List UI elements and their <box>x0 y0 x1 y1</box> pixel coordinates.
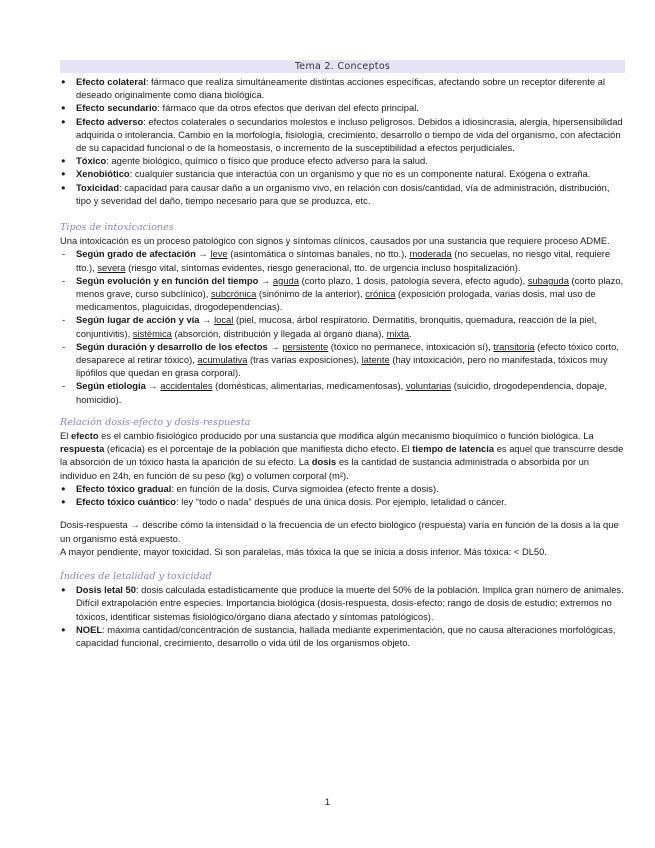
list-item: ● NOEL: máxima cantidad/concentración de sustancia, hallada mediante experimentación, que no causa alteraciones morfológicas, capacidad funcional, crecimiento, desarrollo o vida útil de los organismos objeto. <box>60 623 625 649</box>
list-item: - Según grado de afectación → leve (asintomática o síntomas banales, no tto.), moderada (no secuelas, no riesgo vital, requiere tto.), severa (riesgo vital, síntomas evidentes, riesgo generacional, tto. de urgencia incluso hospitalización). <box>60 247 625 273</box>
section-heading-tipos: Tipos de intoxicaciones <box>60 222 174 234</box>
list-item: ● Toxicidad: capacidad para causar daño a un organismo vivo, en relación con dosis/cantidad, vía de administración, distribución, tipo y severidad del daño, tiempo necesario para que se produzca, etc. <box>60 181 625 207</box>
list-item: ● Tóxico: agente biológico, químico o físico que produce efecto adverso para la salud. <box>60 154 625 167</box>
list-item: ● Xenobiótico: cualquier sustancia que interactúa con un organismo y que no es un componente natural. Exógena o extraña. <box>60 167 625 180</box>
indices-bullets <box>60 583 625 649</box>
section-heading-indices: Índices de letalidad y toxicidad <box>60 570 212 582</box>
tipos-list <box>60 247 625 405</box>
list-item: - Según duración y desarrollo de los efectos → persistente (tóxico no permanece, intoxicación sí), transitoria (efecto tóxico corto, desaparece al retirar tóxico), acumulativa (tras varias exposiciones), latente (hay intoxicación, pero no manifestada, tóxicos muy lipófilos que quedan en grasa corporal). <box>60 340 625 380</box>
list-item: ● Efecto adverso: efectos colaterales o secundarios molestos e incluso peligrosos. Debidos a idiosincrasia, alergia, hipersensibilidad adquirida o intolerancia. Cambio en la morfología, fisiología, crecimiento, desarrollo o tiempo de vida del organismo, con afectación de su capacidad funcional o de la homeostasis, o incremento de la susceptibilidad a efectos perjudiciales. <box>60 115 625 155</box>
list-item: ● Efecto tóxico cuántico: ley “todo o nada” después de una única dosis. Por ejemplo, letalidad o cáncer. <box>60 495 625 508</box>
document-page <box>60 60 625 649</box>
list-item: - Según etiología → accidentales (domésticas, alimentarias, medicamentosas), voluntarias (suicidio, drogodependencia, dopaje, homicidio). <box>60 379 625 405</box>
list-item: ● Efecto secundario: fármaco que da otros efectos que derivan del efecto principal. <box>60 101 625 114</box>
dosis-respuesta-note: Dosis-respuesta → describe cómo la intensidad o la frecuencia de un efecto biológico (respuesta) varía en función de la dosis a la que un organismo está expuesto. <box>60 519 619 544</box>
list-item: ● Efecto tóxico gradual: en función de la dosis. Curva sigmoidea (efecto frente a dosis). <box>60 482 625 495</box>
list-item: ● Dosis letal 50: dosis calculada estadísticamente que produce la muerte del 50% de la población. Implica gran número de animales. Difícil extrapolación entre especies. Importancia biológica (dosis-respuesta, dosis-efecto; rango de dosis de estudio; extremos no tóxicos, identificar sistemas fisiológico/órgano diana afectado y síntomas patológicos). <box>60 583 625 623</box>
tipos-intro: Una intoxicación es un proceso patológico con signos y síntomas clínicos, causados por una sustancia que requiere proceso ADME. <box>60 235 610 247</box>
page-title: Tema 2. Conceptos <box>60 60 625 73</box>
relacion-paragraph: El efecto es el cambio fisiológico producido por una sustancia que modifica algún mecanismo bioquímico o función biológica. La respuesta (eficacia) es el porcentaje de la población que manifiesta dicho efecto. El tiempo de latencia es aquel que transcurre desde la absorción de un tóxico hasta la aparición de su efecto. La dosis es la cantidad de sustancia administrada o absorbida por un individuo en 24h, en función de su peso (kg) o volumen corporal (m²). <box>60 430 624 481</box>
list-item: - Según evolución y en función del tiempo → aguda (corto plazo, 1 dosis, patología severa, efecto agudo), subaguda (corto plazo, menos grave, curso subclínico), subcrónica (sinónimo de la anterior), crónica (exposición prologada, varias dosis, mal uso de medicamentos, plaguicidas, drogodependencias). <box>60 274 625 314</box>
definitions-list <box>60 75 625 207</box>
list-item: ● Efecto colateral: fármaco que realiza simultáneamente distintas acciones específicas, afectando sobre un receptor diferente al deseado originalmente como diana biológica. <box>60 75 625 101</box>
section-heading-relacion: Relación dosis-efecto y dosis-respuesta <box>60 416 251 428</box>
relacion-bullets <box>60 482 625 508</box>
page-number: 1 <box>324 797 331 808</box>
pendiente-note: A mayor pendiente, mayor toxicidad. Si son paralelas, más tóxica la que se inicia a dosis inferior. Más tóxica: < DL50. <box>60 545 547 557</box>
list-item: - Según lugar de acción y vía → local (piel, mucosa, árbol respiratorio. Dermatitis, bronquitis, quemadura, reacción de la piel, conjuntivitis), sistémica (absorción, distribución y llegada al órgano diana), mixta. <box>60 313 625 339</box>
